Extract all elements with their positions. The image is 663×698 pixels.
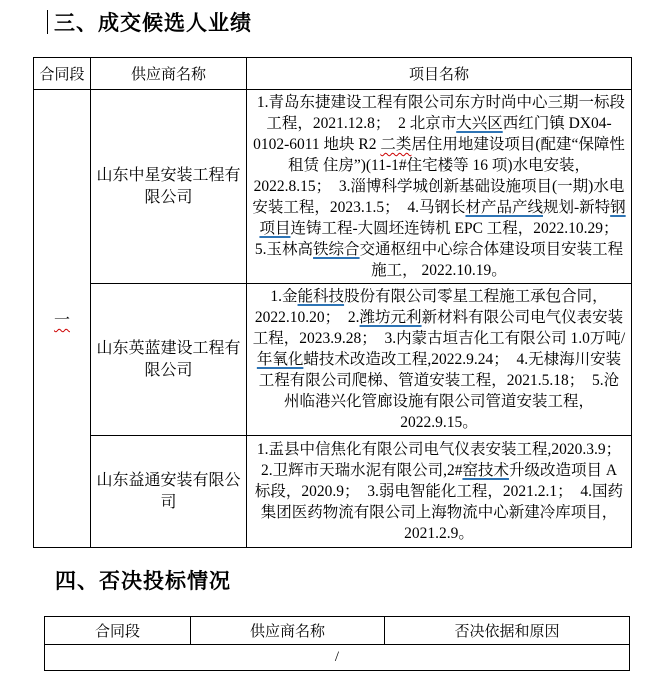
text-segment: 1.金 <box>270 288 298 305</box>
contract-section-value: 一 <box>53 312 70 329</box>
table-row <box>34 90 632 284</box>
text-segment: 蜡技术改造改工程,2022.9.24； 4.无棣海川安装工程有限公司爬梯、管道安装工程，2021.5.18； 5.沧州临港兴化管廊设施有限公司管道安装工程， 2022.9.15。 <box>258 351 622 431</box>
text-segment: 潍坊元利 <box>359 309 422 326</box>
section3-title: 三、成交候选人业绩 <box>54 12 252 35</box>
text-segment: 升级改造项目 A 标段，2020.9； 3.弱电智能化工程，2021.2.1； 4.国药集团医药物流有限公司上海物流中心新建冷库项目， 2021.2.9。 <box>254 462 624 542</box>
text-segment: 1.青岛东捷建设工程有限公司东方时尚中心三期一标段工程，2021.12.8； 2 北京市 <box>252 94 625 132</box>
table-row <box>34 436 632 548</box>
supplier-name-cell: 山东中星安装工程有限公司 <box>91 90 247 284</box>
text-cursor <box>47 10 48 34</box>
text-segment: 窑技术 <box>462 462 509 479</box>
text-segment: 二类 <box>380 136 412 153</box>
table-row <box>45 645 630 671</box>
perf-header-project-name: 项目名称 <box>247 58 632 90</box>
rej-header-contract-section: 合同段 <box>45 617 191 645</box>
rej-header-reason: 否决依据和原因 <box>385 617 630 645</box>
perf-header-contract-section: 合同段 <box>34 58 91 90</box>
projects-cell <box>247 436 632 548</box>
text-segment: 交通枢纽中心综合体建设项目安装工程施工， 2022.10.19。 <box>359 241 624 279</box>
performance-table <box>33 57 632 548</box>
text-segment: 新材料有限公司电气仪表安装工程，2023.9.28； 3.内蒙古垣吉化工有限公司 1.0万吨/ <box>252 309 626 347</box>
rejection-table-header-row <box>45 617 630 645</box>
text-segment: 能科技 <box>297 288 345 305</box>
supplier-name-cell: 山东益通安装有限公司 <box>91 436 247 548</box>
rejection-table <box>44 616 630 671</box>
rejection-empty-cell: / <box>45 645 630 671</box>
text-segment: 规划-新特 <box>542 199 611 216</box>
text-segment: 1.盂县中信焦化有限公司电气仪表安装工程,2020.3.9； 2.卫辉市天瑞水泥有限公司,2# <box>256 441 629 479</box>
perf-header-supplier-name: 供应商名称 <box>91 58 247 90</box>
text-segment: 居住用地建设项目(配建“保障性租赁 住房”)(11-1#住宅楼等 16 项)水电安装，2022.8.15； 3.淄博科学城创新基础设施项目(一期)水电安装工程，2023.1.5； 4.马钢长 <box>252 136 625 216</box>
rej-header-supplier-name: 供应商名称 <box>191 617 385 645</box>
text-segment: 材产品产线 <box>465 199 543 216</box>
projects-cell <box>247 90 632 284</box>
contract-section-cell <box>34 90 91 548</box>
section3-title-row <box>47 7 252 37</box>
text-segment: 年氧化 <box>256 351 304 368</box>
text-segment: 股份有限公司零星工程施工承包合同，2022.10.20； 2. <box>254 288 608 326</box>
projects-cell <box>247 284 632 436</box>
supplier-name-cell: 山东英蓝建设工程有限公司 <box>91 284 247 436</box>
performance-table-header-row <box>34 58 632 90</box>
text-segment: 西红门镇 DX04-0102-6011 地块 R2 <box>253 115 612 153</box>
text-segment: 铁综合 <box>313 241 360 258</box>
section4-title-row <box>55 565 231 595</box>
section4-title: 四、否决投标情况 <box>55 570 231 593</box>
text-segment: 大兴区 <box>456 115 503 132</box>
text-segment: 钢项目 <box>259 199 626 237</box>
table-row <box>34 284 632 436</box>
text-segment: 连铸工程-大圆坯连铸机 EPC 工程，2022.10.29； 5.玉林高 <box>254 220 627 258</box>
